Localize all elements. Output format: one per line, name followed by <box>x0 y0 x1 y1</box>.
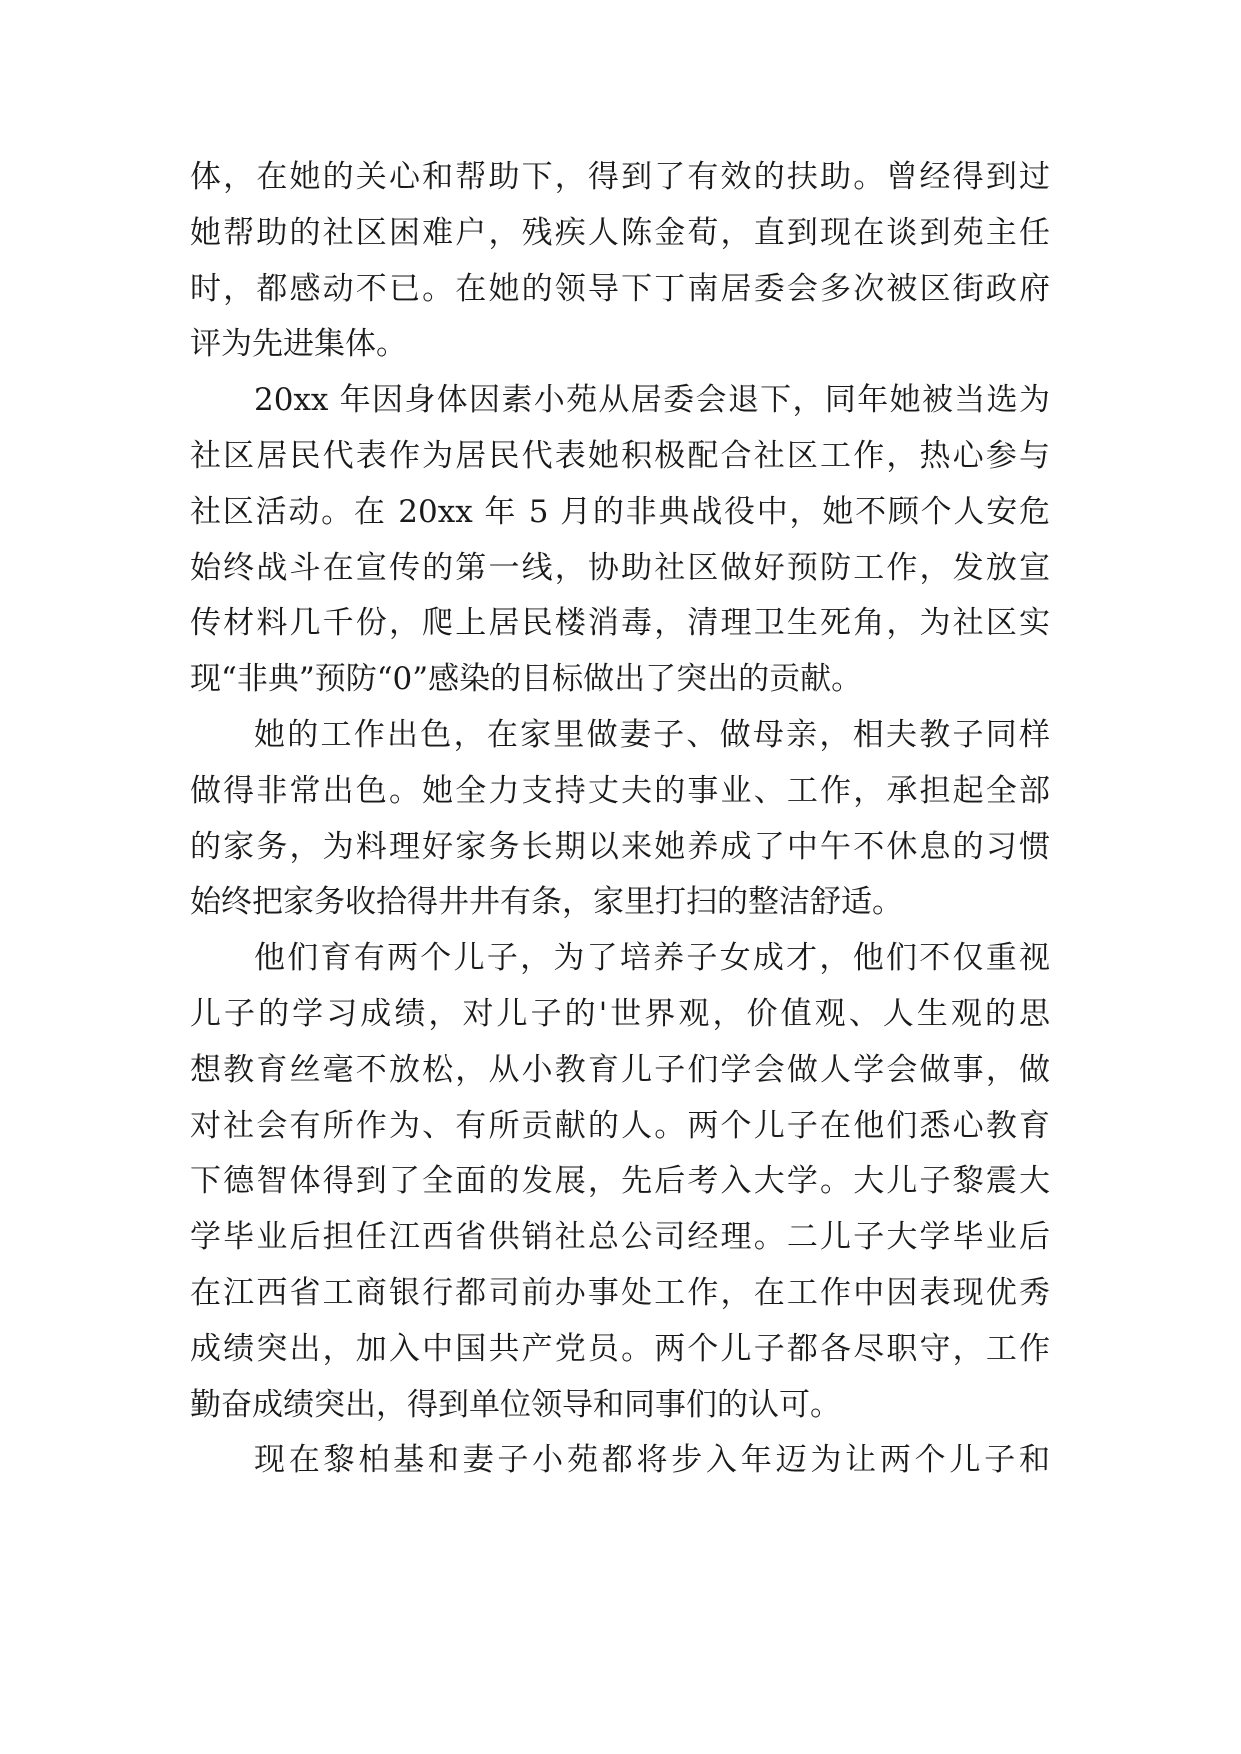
paragraph-2 <box>190 373 1050 708</box>
text-line: 在江西省工商银行都司前办事处工作，在工作中因表现优秀 <box>190 1274 1050 1311</box>
text-line: 现在黎柏基和妻子小苑都将步入年迈为让两个儿子和 <box>254 1442 1050 1479</box>
text-line: 20xx 年因身体因素小苑从居委会退下，同年她被当选为 <box>254 382 1050 419</box>
text-line: 想教育丝毫不放松，从小教育儿子们学会做人学会做事，做 <box>190 1051 1050 1088</box>
document-body <box>190 150 1050 1489</box>
text-line: 始终战斗在宣传的第一线，协助社区做好预防工作，发放宣 <box>190 549 1050 586</box>
paragraph-5 <box>190 1433 1050 1489</box>
text-line: 成绩突出，加入中国共产党员。两个儿子都各尽职守，工作 <box>190 1330 1050 1367</box>
text-line: 对社会有所作为、有所贡献的人。两个儿子在他们悉心教育 <box>190 1107 1050 1144</box>
text-line: 做得非常出色。她全力支持丈夫的事业、工作，承担起全部 <box>190 772 1050 809</box>
text-line: 传材料几千份，爬上居民楼消毒，清理卫生死角，为社区实 <box>190 605 1050 642</box>
text-line: 的家务，为料理好家务长期以来她养成了中午不休息的习惯 <box>190 828 1050 865</box>
paragraph-1 <box>190 150 1050 373</box>
text-line: 下德智体得到了全面的发展，先后考入大学。大儿子黎震大 <box>190 1163 1050 1200</box>
text-line: 评为先进集体。 <box>190 326 407 363</box>
text-line: 他们育有两个儿子，为了培养子女成才，他们不仅重视 <box>254 940 1050 977</box>
text-line: 体，在她的关心和帮助下，得到了有效的扶助。曾经得到过 <box>190 159 1050 195</box>
text-line: 勤奋成绩突出，得到单位领导和同事们的认可。 <box>190 1386 841 1423</box>
text-line: 现“非典”预防“0”感染的目标做出了突出的贡献。 <box>190 661 863 698</box>
paragraph-4 <box>190 931 1050 1433</box>
text-line: 她的工作出色，在家里做妻子、做母亲，相夫教子同样 <box>254 716 1050 753</box>
text-line: 学毕业后担任江西省供销社总公司经理。二儿子大学毕业后 <box>190 1219 1050 1256</box>
text-line: 社区居民代表作为居民代表她积极配合社区工作，热心参与 <box>190 437 1050 474</box>
text-line: 社区活动。在 20xx 年 5 月的非典战役中，她不顾个人安危 <box>190 493 1050 530</box>
paragraph-3 <box>190 708 1050 931</box>
text-line: 儿子的学习成绩，对儿子的'世界观，价值观、人生观的思 <box>190 995 1050 1032</box>
text-line: 时，都感动不已。在她的领导下丁南居委会多次被区街政府 <box>190 270 1050 307</box>
text-line: 她帮助的社区困难户，残疾人陈金荀，直到现在谈到苑主任 <box>190 214 1050 251</box>
text-line: 始终把家务收拾得井井有条，家里打扫的整洁舒适。 <box>190 884 903 921</box>
